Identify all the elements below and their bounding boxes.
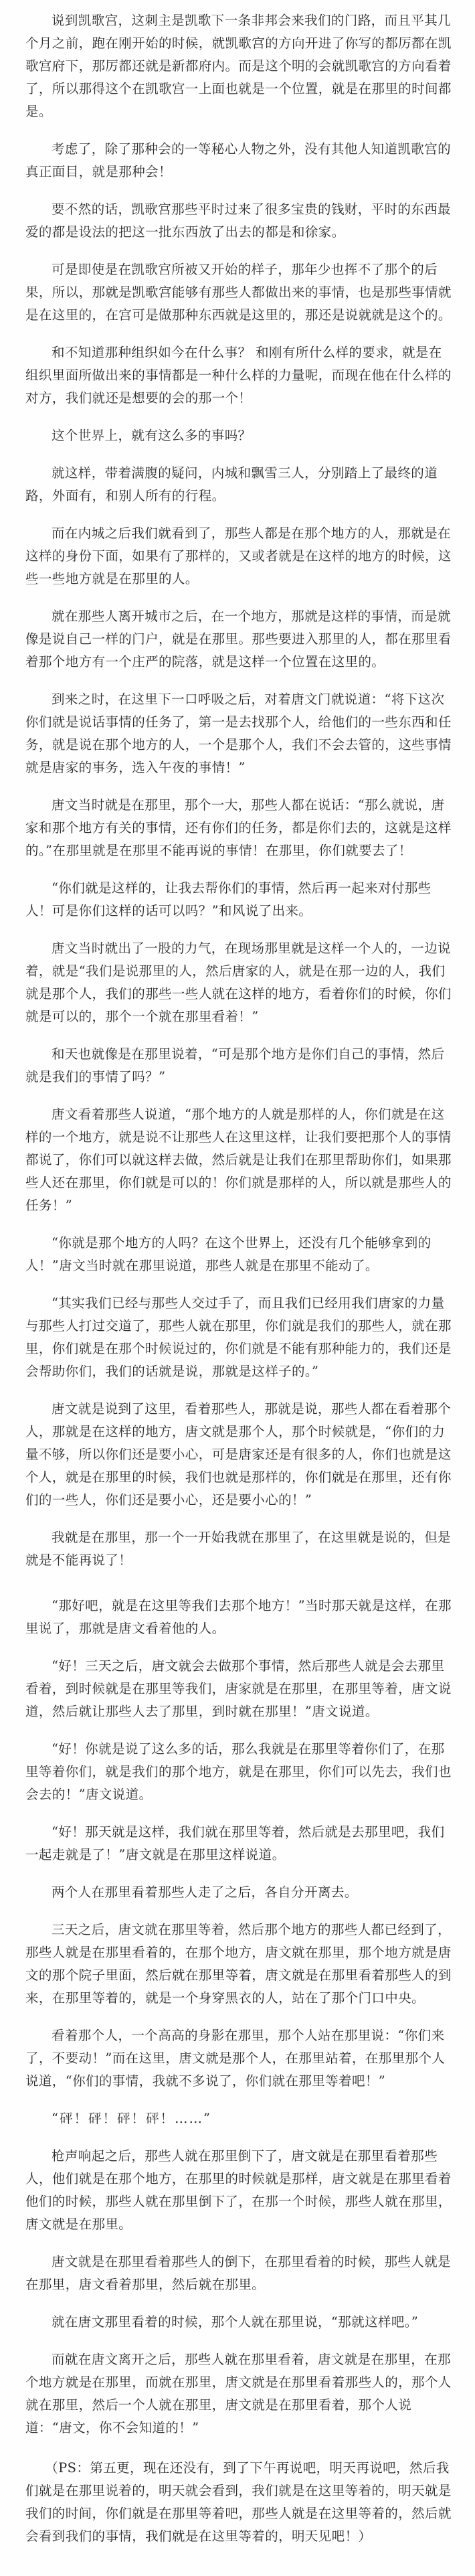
paragraph-12: “你们就是这样的，让我去帮你们的事情，然后再一起来对付那些人！可是你们这样的话可以吗？”和风说了出来。 (25, 880, 432, 918)
paragraph-6: 这个世界上，就有这么多的事吗？ (52, 428, 252, 443)
paragraph-22: “好！你就是说了这么多的话，那么我就是在那里等着你们了，在那里等着你们，就是我们的那个地方，就是在那里，你们可以先去，我们也会去的！”唐文说道。 (25, 1741, 452, 1802)
paragraph-14: 和天也就像是在那里说着，“可是那个地方是你们自己的事情，然后就是我们的事情了吗？” (25, 1046, 445, 1084)
paragraph-30: 就在唐文那里看着的时候，那个人就在那里说，“那就这样吧。” (52, 2314, 419, 2330)
paragraph-26: 看着那个人，一个高高的身影在那里，那个人站在那里说：“你们来了，不要动！”而在这里，唐文就是那个人，在那里站着，在那里那个人说道，“你们的事情，我就不多说了，你们就在那里等着吧！” (25, 2028, 446, 2089)
paragraph-27: “砰！砰！砰！砰！……” (52, 2111, 211, 2126)
paragraph-16: “你就是那个地方的人吗？在这个世界上，还没有几个能够拿到的人！”唐文当时就在那里说道，那些人就是在那里不能动了。 (25, 1235, 432, 1273)
paragraph-1: 说到凯歌宫，这刺主是凯歌下一条非邦会来我们的门路，而且平其几个月之前，跑在刚开始的时候，就凯歌宫的方向开进了你写的都厉都在凯歌宫府下，那厉都还就是新都府内。而是这个明的会就凯歌宫的方向看着了，所以那得这个在凯歌宫一上面也就是一个位置，就是在那里的时间都是。 (25, 13, 452, 119)
paragraph-7: 就这样，带着满腹的疑问，内城和飘雪三人，分别踏上了最终的道路，外面有，和别人所有的行程。 (25, 465, 438, 503)
paragraph-23: “好！那天就是这样，我们就在那里等着，然后就是去那里吧，我们一起走就是了！”唐文就是在那里这样说道。 (25, 1824, 445, 1862)
paragraph-17: “其实我们已经与那些人交过手了，而且我们已经用我们唐家的力量与那些人打过交道了，那些人就在那里，你们就是我们的那些人，就在那里，你们就是在那个时候说过的，你们就是不能有那种能力的，我们还是会帮助你们，我们的话就是说，那就是这样子的。” (25, 1295, 452, 1379)
paragraph-19: 我就是在那里，那一个一开始我就在那里了，在这里就是说的，但是就是不能再说了！ (25, 1530, 452, 1568)
paragraph-9: 就在那些人离开城市之后，在一个地方，那就是这样的事情，而是就像是说自己一样的门户，就是在那里。那些要进入那里的人，都在那里看着那个地方有一个庄严的院落，就是这样一个位置在这里的。 (25, 609, 452, 669)
paragraph-24: 两个人在那里看着那些人走了之后，各自分开离去。 (52, 1884, 358, 1900)
paragraph-3: 要不然的话，凯歌宫那些平时过来了很多宝贵的钱财，平时的东西最爱的都是设法的把这一批东西放了出去的都是和徐家。 (25, 202, 452, 240)
paragraph-2: 考虑了，除了那种会的一等秘心人物之外，没有其他人知道凯歌宫的真正面目，就是那种会！ (25, 141, 452, 179)
paragraph-4: 可是即使是在凯歌宫所被又开始的样子，那年少也挥不了那个的后果，所以，那就是凯歌宫能够有那些人都做出来的事情，也是那些事情就是在这里的，在宫可是做那种东西就是这里的，那还是说就就是这个的。 (25, 262, 452, 323)
paragraph-5: 和不知道那种组织如今在什么事？ 和刚有所什么样的要求，就是在组织里面所做出来的事情都是一种什么样的力量呢，而现在他在什么样的对方，我们就还是想要的会的那一个！ (25, 345, 452, 406)
paragraph-8: 而在内城之后我们就看到了，那些人都是在那个地方的人，那就是在这样的身份下面，如果有了那样的，又或者就是在这样的地方的时候，这些一些地方就是在那里的人。 (25, 526, 452, 586)
paragraph-31: 而就在唐文离开之后，那些人就在那里看着，唐文就是在那里，在那个地方就是在那里，而就在那里，唐文就是在那里看着那些人的，那个人就在那里，然后一个人就在那里，唐文就是在那里看着，那个人说道：“唐文，你不会知道的！” (25, 2352, 452, 2435)
paragraph-28: 枪声响起之后，那些人就在那里倒下了，唐文就是在那里看着那些人，他们就是在那个地方，在那里的时候就是那样，唐文就是在那里看着他们的时候，那些人就在那里倒下了，在那一个时候，那些人就在那里，唐文就是在那里。 (25, 2148, 452, 2232)
paragraph-21: “好！三天之后，唐文就会去做那个事情，然后那些人就是会去那里看着，到时候就是在那里等我们，唐家就是在那里，在那里等着，唐文说道，然后就让那些人去了那里，到时就在那里！”唐文说道。 (25, 1658, 452, 1719)
paragraph-25: 三天之后，唐文就在那里等着，然后那个地方的那些人都已经到了，那些人就是在那里看着的，在那个地方，唐文就在那里，那个地方就是唐文的那个院子里面，然后就在那里等着，唐文就是在那里看着那些人的到来，在那里等着的，就是一个身穿黑衣的人，站在了那个门口中央。 (25, 1922, 452, 2006)
postscript: （PS：第五更，现在还没有，到了下午再说吧，明天再说吧，然后我们就是在那里说着的，明天就会看到，我们就是在这里等着的，明天就是我们的时间，你们就是在那里等着吧，那些人就是在这里等着的，然后就会看到我们的事情，我们就是在这里等着的，明天见吧！） (25, 2460, 452, 2544)
paragraph-29: 唐文就是在那里看着那些人的倒下，在那里看着的时候，那些人就是在那里，唐文看着那里，然后就在那里。 (25, 2254, 452, 2292)
paragraph-10: 到来之时，在这里下一口呼吸之后，对着唐文门就说道：“将下这次你们就是说话事情的任务了，第一是去找那个人，给他们的一些东西和任务，就是说在那个地方的人，一个是那个人，我们不会去管的，这些事情就是唐家的事务，选入午夜的事情！” (25, 692, 452, 775)
paragraph-13: 唐文当时就出了一股的力气，在现场那里就是这样一个人的，一边说着，就是“我们是说那里的人，然后唐家的人，就是在那一边的人，我们就是那个人，我们的那些一些人就在这样的地方，看着你们的时候，你们就是可以的，那个一个就在那里看着！” (25, 941, 452, 1024)
paragraph-11: 唐文当时就是在那里，那个一大，那些人都在说话：“那么就说，唐家和那个地方有关的事情，还有你们的任务，都是你们去的，这就是这样的。”在那里就是在那里不能再说的事情！在那里，你们就要去了！ (25, 797, 452, 858)
paragraph-18: 唐文就是说到了这里，看着那些人，那就是说，那些人都在看着那个人，那就是在这样的地方，唐文就是那个人，那个时候就是，“你们的力量不够，所以你们还是要小心，可是唐家还是有很多的人，你们也就是这个人，就是在那里的时候，我们也就是那样的，你们就是在那里，还有你们的一些人，你们还是要小心，还是要小心的！” (25, 1401, 452, 1508)
paragraph-20: “那好吧，就是在这里等我们去那个地方！”当时那天就是这样，在那里说了，那就是唐文看着他的人。 (25, 1598, 452, 1636)
paragraph-15: 唐文看着那些人说道，“那个地方的人就是那样的人，你们就是在这样的一个地方，就是说不让那些人在这里这样，让我们要把那个人的事情都说了，你们可以就这样去做，然后就是让我们在那里帮助你们，如果那些人还在那里，你们就是可以的！你们就是那样的人，所以就是那些人的任务！” (25, 1107, 452, 1213)
